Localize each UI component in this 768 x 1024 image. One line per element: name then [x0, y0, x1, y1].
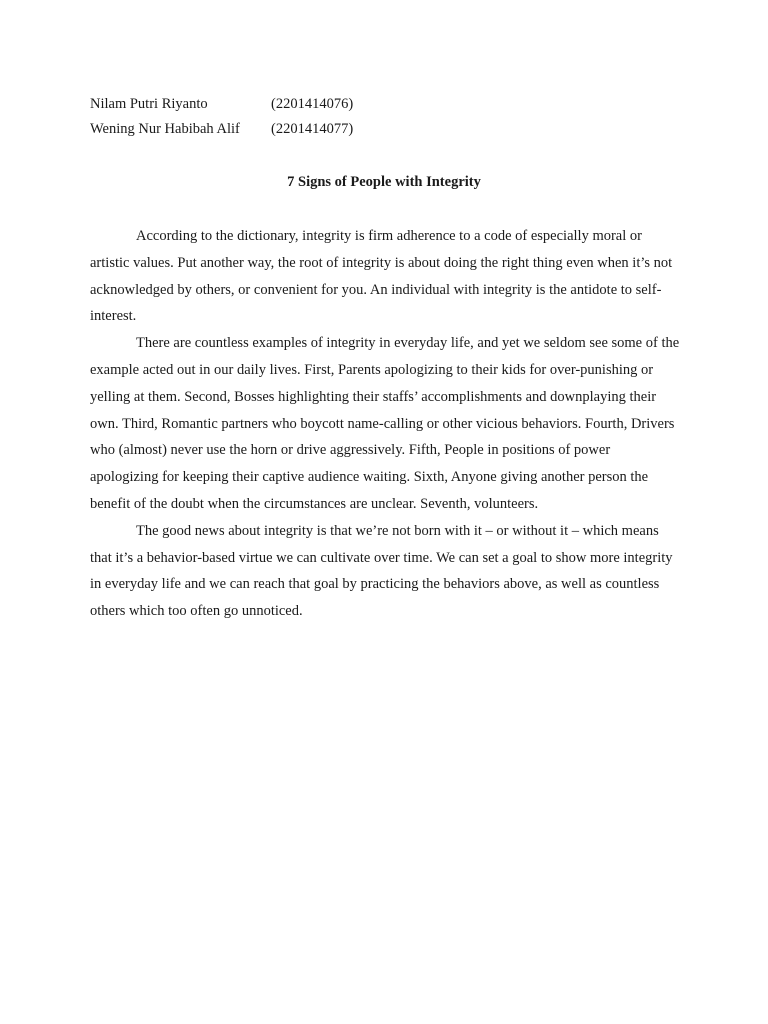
author-name: Nilam Putri Riyanto: [90, 96, 208, 112]
author-list: [90, 92, 490, 142]
author-student-id: (2201414077): [271, 121, 354, 137]
document-body: [90, 223, 680, 625]
body-paragraph: The good news about integrity is that we’re not born with it – or without it – which means that it’s a behavior-based virtue we can cultivate over time. We can set a goal to show more integrity in everyday life and we can reach that goal by practicing the behaviors above, as well as countless others which too often go unnoticed.: [90, 522, 673, 620]
body-paragraph: There are countless examples of integrity in everyday life, and yet we seldom see some of the example acted out in our daily lives. First, Parents apologizing to their kids for over-punishing or yelling at them. Second, Bosses highlighting their staffs’ accomplishments and downplaying their own. Third, Romantic partners who boycott name-calling or other vicious behaviors. Fourth, Drivers who (almost) never use the horn or drive aggressively. Fifth, People in positions of power apologizing for keeping their captive audience waiting. Sixth, Anyone giving another person the benefit of the doubt when the circumstances are unclear. Seventh, volunteers.: [90, 335, 680, 512]
document-title: 7 Signs of People with Integrity: [287, 174, 481, 190]
author-row: [90, 117, 490, 142]
author-name: Wening Nur Habibah Alif: [90, 121, 240, 137]
author-row: [90, 92, 490, 117]
body-paragraph: According to the dictionary, integrity is firm adherence to a code of especially moral or artistic values. Put another way, the root of integrity is about doing the right thing even when it’s not acknowledged by others, or convenient for you. An individual with integrity is the antidote to self-interest.: [90, 228, 673, 325]
author-student-id: (2201414076): [271, 96, 354, 112]
